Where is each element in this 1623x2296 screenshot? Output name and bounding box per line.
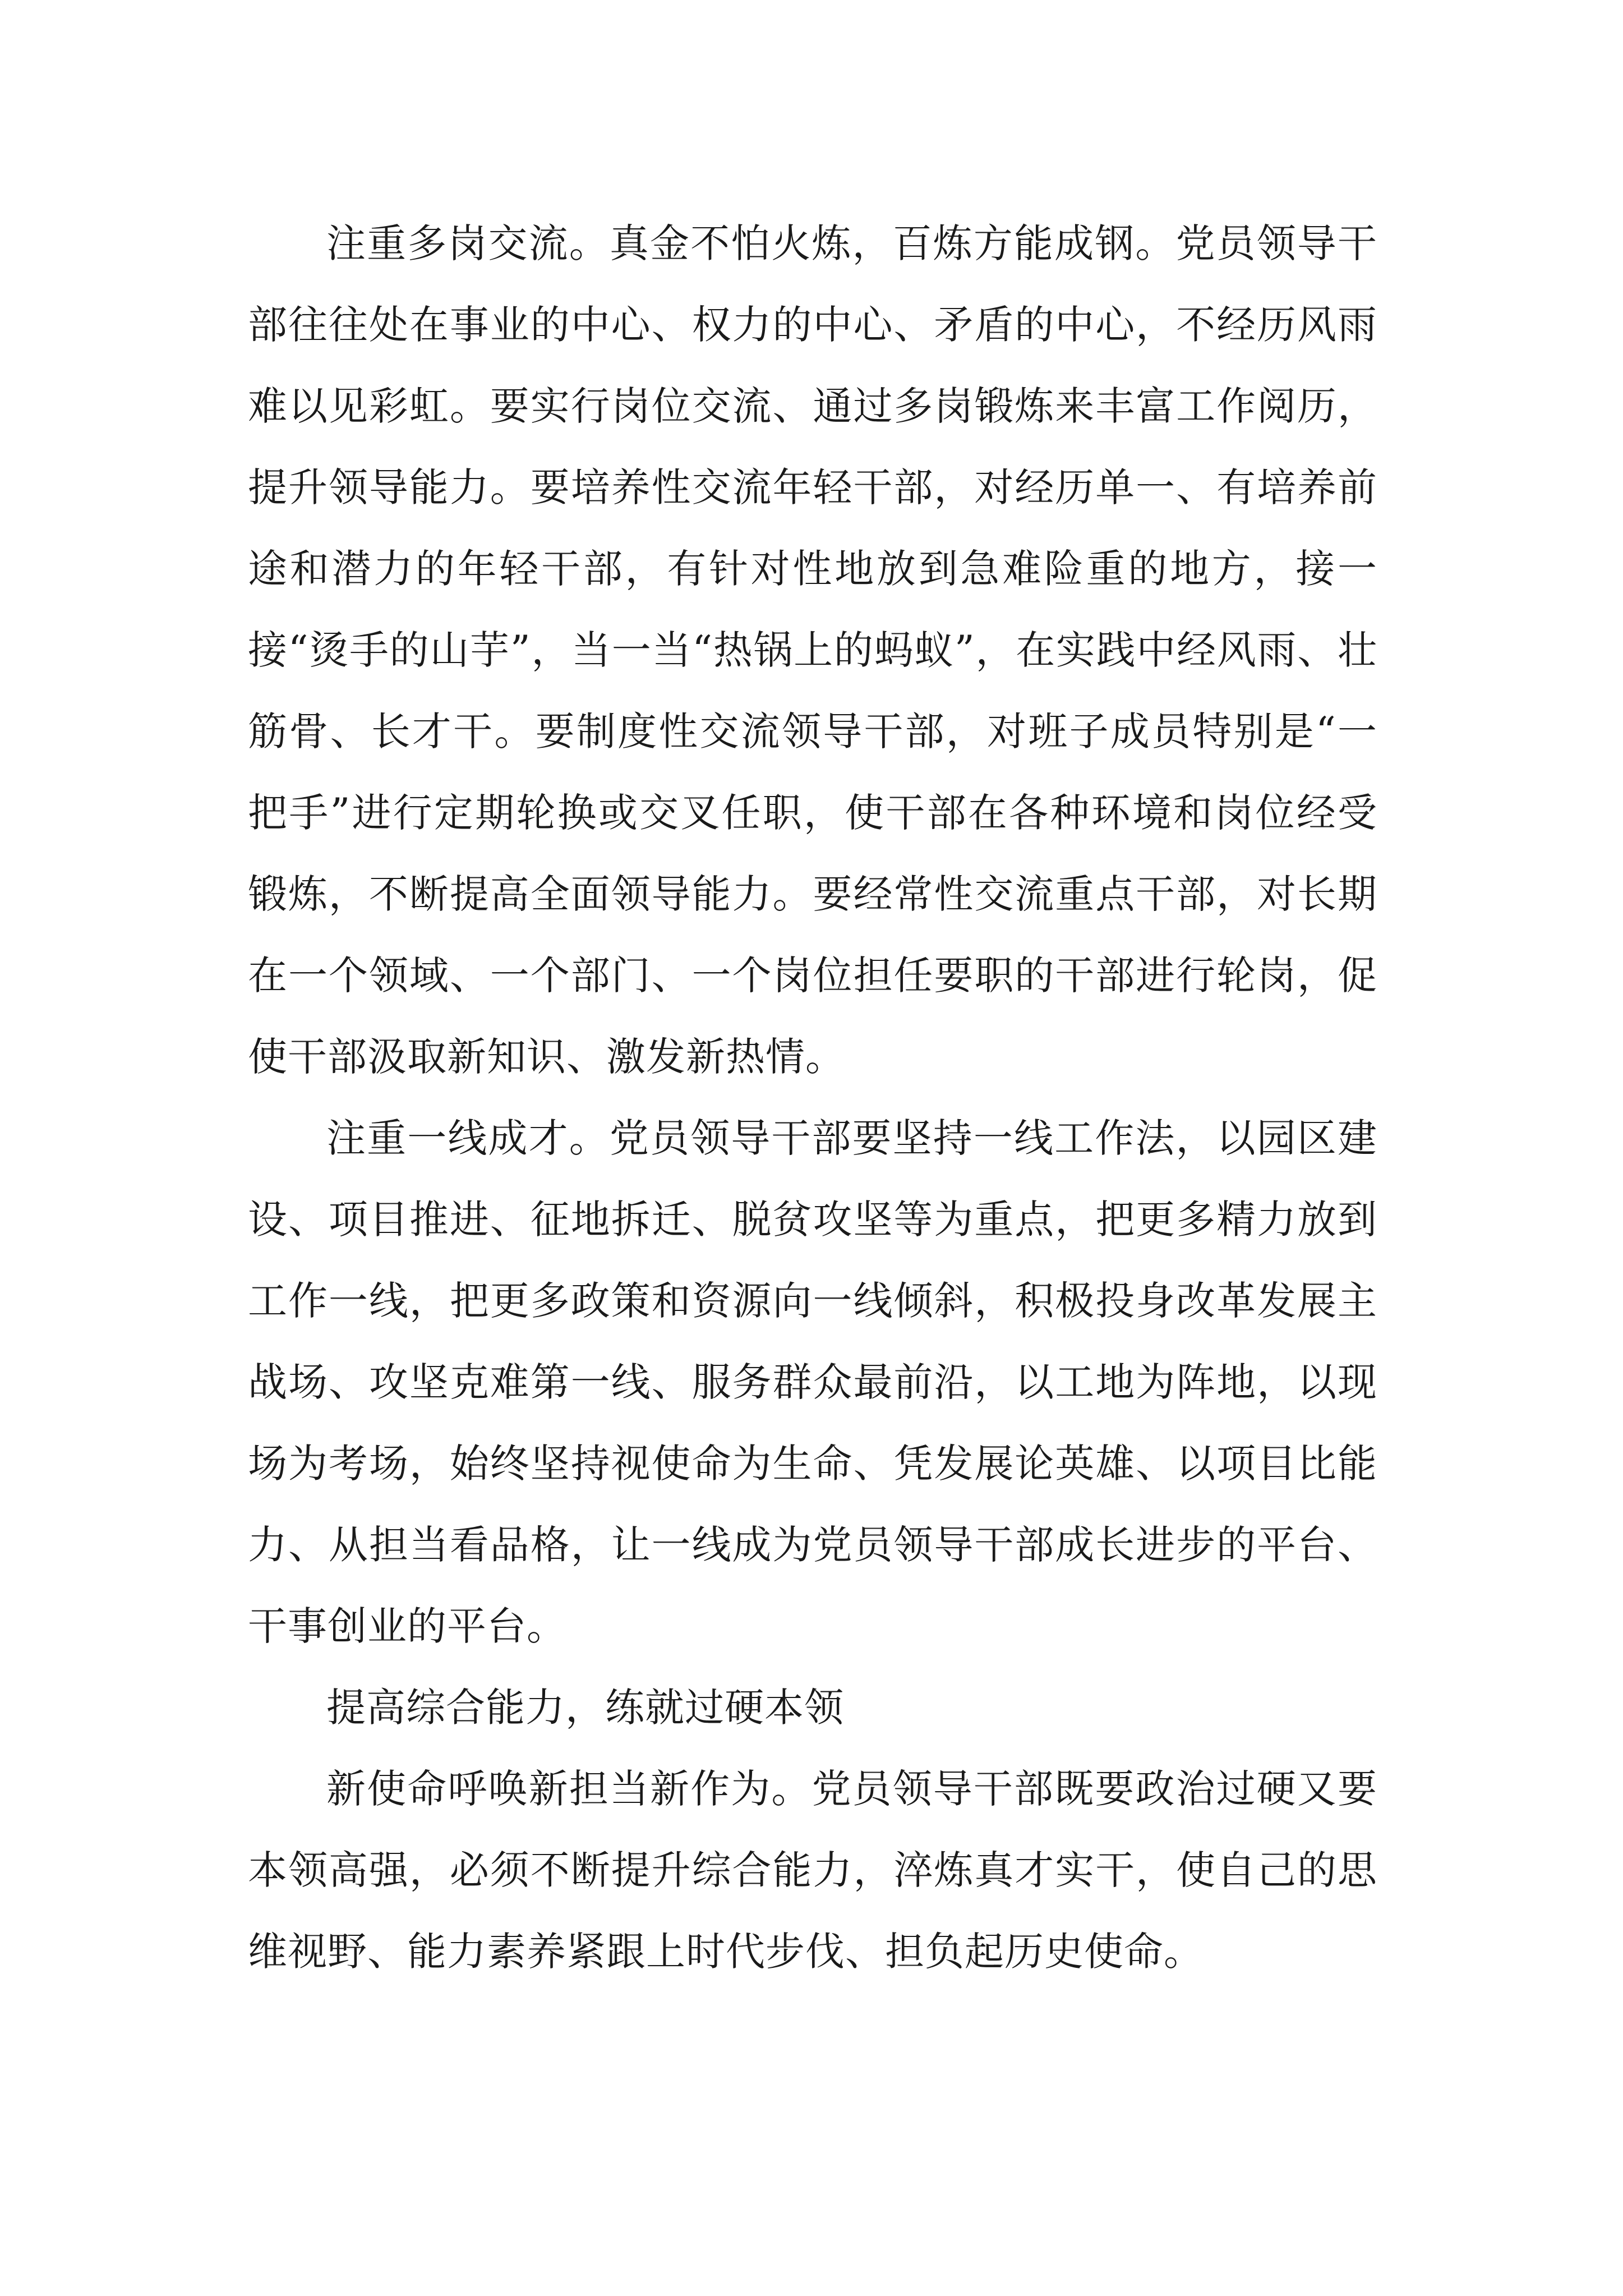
paragraph-multi-post-exchange: 注重多岗交流。真金不怕火炼，百炼方能成钢。党员领导干部往往处在事业的中心、权力的中心、矛盾的中心，不经历风雨难以见彩虹。要实行岗位交流、通过多岗锻炼来丰富工作阅历，提升领导能力。要培养性交流年轻干部，对经历单一、有培养前途和潜力的年轻干部，有针对性地放到急难险重的地方，接一接“烫手的山芋”，当一当“热锅上的蚂蚁”，在实践中经风雨、壮筋骨、长才干。要制度性交流领导干部，对班子成员特别是“一把手”进行定期轮换或交叉任职，使干部在各种环境和岗位经受锻炼，不断提高全面领导能力。要经常性交流重点干部，对长期在一个领域、一个部门、一个岗位担任要职的干部进行轮岗，促使干部汲取新知识、激发新热情。 <box>248 220 1377 1080</box>
paragraph-new-mission: 新使命呼唤新担当新作为。党员领导干部既要政治过硬又要本领高强，必须不断提升综合能力，淬炼真才实干，使自己的思维视野、能力素养紧跟上时代步伐、担负起历史使命。 <box>248 1766 1377 1975</box>
paragraph-frontline-growth: 注重一线成才。党员领导干部要坚持一线工作法，以园区建设、项目推进、征地拆迁、脱贫攻坚等为重点，把更多精力放到工作一线，把更多政策和资源向一线倾斜，积极投身改革发展主战场、攻坚克难第一线、服务群众最前沿，以工地为阵地，以现场为考场，始终坚持视使命为生命、凭发展论英雄、以项目比能力、从担当看品格，让一线成为党员领导干部成长进步的平台、干事创业的平台。 <box>248 1115 1377 1649</box>
section-heading: 提高综合能力，练就过硬本领 <box>326 1685 844 1731</box>
document-body <box>248 203 1377 1993</box>
